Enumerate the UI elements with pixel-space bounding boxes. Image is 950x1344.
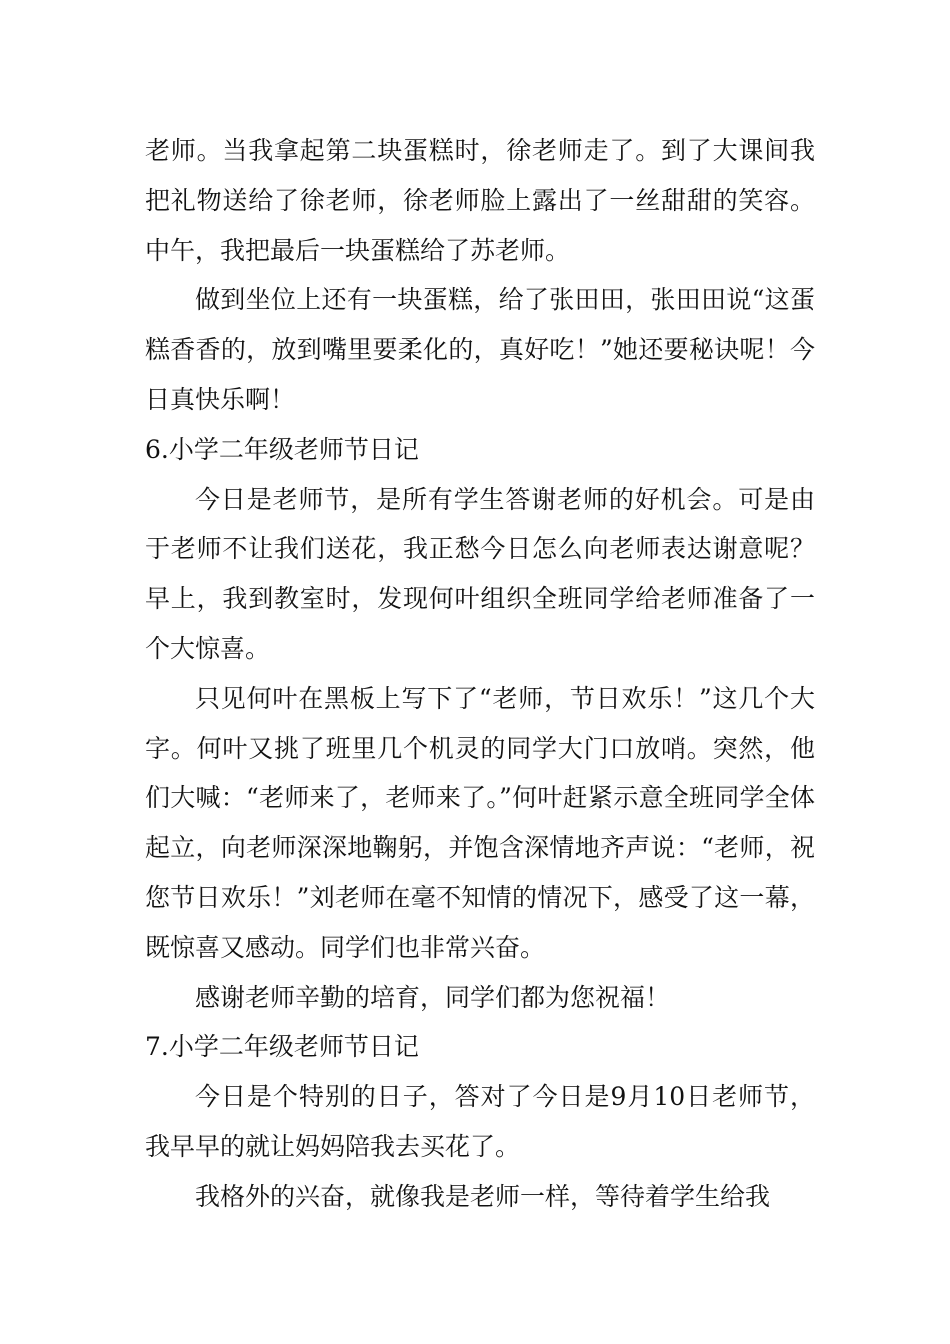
paragraph: 做到坐位上还有一块蛋糕，给了张田田，张田田说“这蛋糕香香的，放到嘴里要柔化的，真好吃！”她还要秘诀呢！今日真快乐啊！ [145,285,815,414]
paragraph: 只见何叶在黑板上写下了“老师，节日欢乐！”这几个大字。何叶又挑了班里几个机灵的同学大门口放哨。突然，他们大喊：“老师来了，老师来了。”何叶赶紧示意全班同学全体起立，向老师深深地鞠躬，并饱含深情地齐声说：“老师，祝您节日欢乐！”刘老师在毫不知情的情况下，感受了这一幕，既惊喜又感动。同学们也非常兴奋。 [145,683,815,962]
paragraph: 我格外的兴奋，就像我是老师一样，等待着学生给我 [195,1181,771,1211]
paragraph: 感谢老师辛勤的培育，同学们都为您祝福！ [195,982,671,1012]
document-body [145,126,815,1222]
paragraph: 老师。当我拿起第二块蛋糕时，徐老师走了。到了大课间我把礼物送给了徐老师，徐老师脸上露出了一丝甜甜的笑容。中午，我把最后一块蛋糕给了苏老师。 [145,136,815,265]
paragraph: 今日是老师节，是所有学生答谢老师的好机会。可是由于老师不让我们送花，我正愁今日怎么向老师表达谢意呢？早上，我到教室时，发现何叶组织全班同学给老师准备了一个大惊喜。 [145,484,815,663]
section-heading: 7.小学二年级老师节日记 [145,1032,419,1062]
paragraph: 今日是个特别的日子，答对了今日是9月10日老师节，我早早的就让妈妈陪我去买花了。 [145,1082,815,1161]
section-heading: 6.小学二年级老师节日记 [145,434,419,464]
